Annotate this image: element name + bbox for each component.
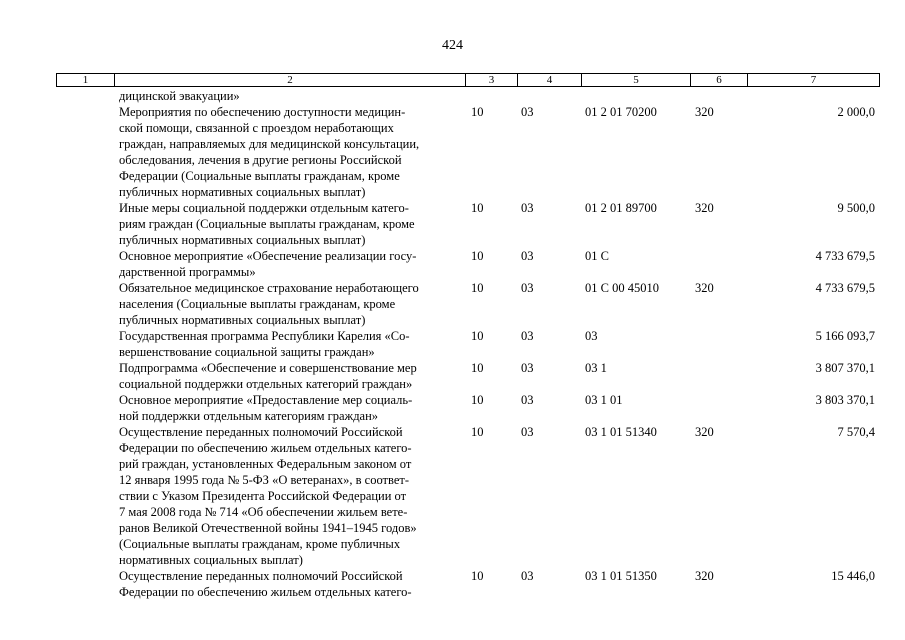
- table-row: [0, 392, 905, 424]
- table-row: [0, 104, 905, 200]
- column-header-row: [57, 74, 880, 87]
- row-subsection: [519, 88, 583, 104]
- row-expense-type: 320: [695, 281, 714, 295]
- row-subsection: 03: [521, 201, 534, 215]
- row-amount: 3 803 370,1: [815, 393, 875, 407]
- row-amount: 7 570,4: [837, 425, 875, 439]
- row-name: Осуществление переданных полномочий Российской Федерации по обеспечению жильем отдельных катего-: [119, 569, 412, 599]
- row-amount: 15 446,0: [831, 569, 875, 583]
- table-row: [0, 280, 905, 328]
- row-name: Подпрограмма «Обеспечение и совершенствование мер социальной поддержки отдельных категорий граждан»: [119, 361, 417, 391]
- budget-table-body: [0, 88, 905, 600]
- table-row: [0, 200, 905, 248]
- column-header-6: 6: [691, 74, 748, 87]
- row-section: 10: [471, 249, 484, 263]
- row-name: Мероприятия по обеспечению доступности медицин- ской помощи, связанной с проездом неработающих граждан, направляемых для медицинской консультации, обследования, лечения в другие регионы Российской Федерации (Социальные выплаты гражданам, кроме публичных нормативных социальных выплат): [119, 105, 420, 199]
- row-target-code: 01 2 01 70200: [585, 105, 657, 119]
- row-expense-type: 320: [695, 425, 714, 439]
- row-section: 10: [471, 361, 484, 375]
- row-target-code: 03 1 01 51350: [585, 569, 657, 583]
- row-name: Государственная программа Республики Карелия «Со- вершенствование социальной защиты граждан»: [119, 329, 410, 359]
- row-section: 10: [471, 201, 484, 215]
- row-amount: 4 733 679,5: [815, 249, 875, 263]
- column-header-table: [56, 73, 880, 87]
- row-name: Обязательное медицинское страхование неработающего населения (Социальные выплаты гражданам, кроме публичных нормативных социальных выплат): [119, 281, 419, 327]
- row-amount: 5 166 093,7: [815, 329, 875, 343]
- row-target-code: 03 1: [585, 361, 607, 375]
- row-subsection: 03: [521, 329, 534, 343]
- row-amount: 4 733 679,5: [815, 281, 875, 295]
- table-row: [0, 424, 905, 568]
- row-target-code: [583, 88, 695, 104]
- row-subsection: 03: [521, 105, 534, 119]
- table-row: [0, 248, 905, 280]
- row-name: Осуществление переданных полномочий Российской Федерации по обеспечению жильем отдельных катего- рий граждан, установленных Федеральным законом от 12 января 1995 года № 5-ФЗ «О ветеранах», в соответ- ствии с Указом Президента Российской Федерации от 7 мая 2008 года № 714 «Об обеспечении жильем вете- ранов Великой Отечественной войны 1941–1945 годов» (Социальные выплаты гражданам, кроме публичных нормативных социальных выплат): [119, 425, 417, 567]
- column-header-4: 4: [518, 74, 582, 87]
- row-expense-type: 320: [695, 105, 714, 119]
- row-section: 10: [471, 281, 484, 295]
- column-header-7: 7: [748, 74, 880, 87]
- row-target-code: 01 С 00 45010: [585, 281, 659, 295]
- row-expense-type: 320: [695, 201, 714, 215]
- row-expense-type: [695, 392, 743, 424]
- table-row: [0, 88, 905, 104]
- column-header-2: 2: [115, 74, 466, 87]
- page-number: 424: [442, 38, 463, 53]
- row-subsection: 03: [521, 393, 534, 407]
- column-header-5: 5: [582, 74, 691, 87]
- row-expense-type: [695, 248, 743, 280]
- row-target-code: 03: [585, 329, 598, 343]
- row-expense-type: [695, 88, 743, 104]
- row-section: 10: [471, 393, 484, 407]
- row-subsection: 03: [521, 249, 534, 263]
- row-expense-type: 320: [695, 569, 714, 583]
- row-section: [467, 88, 519, 104]
- row-subsection: 03: [521, 361, 534, 375]
- row-amount: 3 807 370,1: [815, 361, 875, 375]
- row-section: 10: [471, 105, 484, 119]
- table-row: [0, 328, 905, 360]
- row-name: дицинской эвакуации»: [119, 89, 240, 103]
- row-expense-type: [695, 328, 743, 360]
- row-target-code: 03 1 01: [585, 393, 623, 407]
- row-target-code: 01 2 01 89700: [585, 201, 657, 215]
- row-name: Основное мероприятие «Обеспечение реализации госу- дарственной программы»: [119, 249, 417, 279]
- row-subsection: 03: [521, 425, 534, 439]
- row-target-code: 03 1 01 51340: [585, 425, 657, 439]
- row-section: 10: [471, 569, 484, 583]
- row-subsection: 03: [521, 281, 534, 295]
- column-header-3: 3: [466, 74, 518, 87]
- table-row: [0, 360, 905, 392]
- row-section: 10: [471, 425, 484, 439]
- row-amount: [743, 88, 875, 104]
- table-row: [0, 568, 905, 600]
- row-amount: 9 500,0: [837, 201, 875, 215]
- row-name: Основное мероприятие «Предоставление мер социаль- ной поддержки отдельным категориям граждан»: [119, 393, 413, 423]
- row-expense-type: [695, 360, 743, 392]
- column-header-1: 1: [57, 74, 115, 87]
- row-amount: 2 000,0: [837, 105, 875, 119]
- row-subsection: 03: [521, 569, 534, 583]
- row-name: Иные меры социальной поддержки отдельным катего- риям граждан (Социальные выплаты гражданам, кроме публичных нормативных социальных выплат): [119, 201, 415, 247]
- row-target-code: 01 С: [585, 249, 609, 263]
- row-section: 10: [471, 329, 484, 343]
